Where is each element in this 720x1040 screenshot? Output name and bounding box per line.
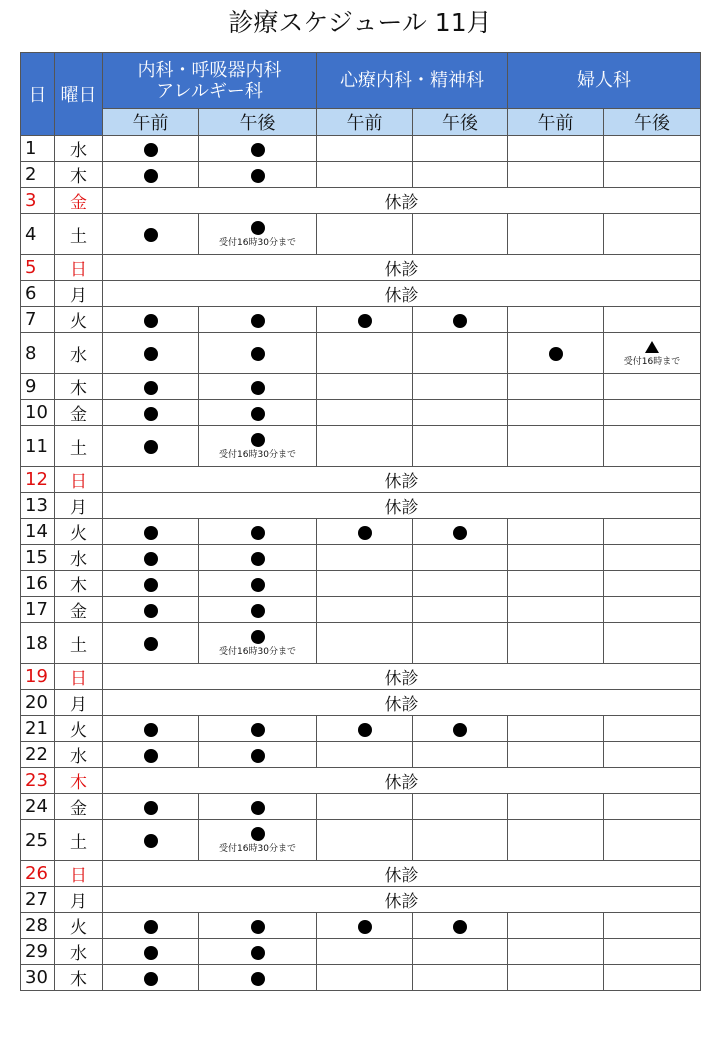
slot-cell bbox=[508, 597, 604, 623]
open-icon bbox=[144, 946, 158, 960]
weekday: 金 bbox=[55, 188, 103, 214]
slot-cell bbox=[604, 939, 701, 965]
slot-cell bbox=[317, 400, 413, 426]
open-icon bbox=[144, 749, 158, 763]
slot-cell bbox=[604, 820, 701, 861]
open-icon bbox=[453, 920, 467, 934]
open-icon bbox=[251, 552, 265, 566]
weekday: 金 bbox=[55, 597, 103, 623]
day-number: 8 bbox=[21, 333, 55, 374]
weekday: 水 bbox=[55, 939, 103, 965]
slot-cell bbox=[508, 623, 604, 664]
weekday: 月 bbox=[55, 690, 103, 716]
open-icon bbox=[144, 143, 158, 157]
slot-cell bbox=[604, 623, 701, 664]
open-icon bbox=[144, 604, 158, 618]
slot-cell bbox=[508, 519, 604, 545]
slot-cell bbox=[199, 597, 317, 623]
day-number: 15 bbox=[21, 545, 55, 571]
open-icon bbox=[251, 578, 265, 592]
slot-cell bbox=[103, 716, 199, 742]
slot-cell bbox=[604, 716, 701, 742]
weekday: 水 bbox=[55, 545, 103, 571]
slot-cell bbox=[508, 571, 604, 597]
day-number: 1 bbox=[21, 136, 55, 162]
open-icon bbox=[144, 169, 158, 183]
reception-note: 受付16時30分まで bbox=[219, 449, 296, 460]
day-number: 21 bbox=[21, 716, 55, 742]
weekday: 水 bbox=[55, 742, 103, 768]
open-icon bbox=[251, 801, 265, 815]
open-icon bbox=[144, 578, 158, 592]
day-number: 30 bbox=[21, 965, 55, 991]
table-row bbox=[21, 162, 701, 188]
day-number: 29 bbox=[21, 939, 55, 965]
slot-cell bbox=[103, 545, 199, 571]
table-row bbox=[21, 493, 701, 519]
table-row bbox=[21, 519, 701, 545]
slot-cell bbox=[604, 545, 701, 571]
slot-cell bbox=[604, 374, 701, 400]
slot-cell bbox=[413, 307, 508, 333]
slot-cell bbox=[317, 519, 413, 545]
closed-label: 休診 bbox=[103, 255, 701, 281]
table-row bbox=[21, 887, 701, 913]
slot-cell bbox=[317, 820, 413, 861]
table-row bbox=[21, 861, 701, 887]
open-icon bbox=[144, 440, 158, 454]
open-icon bbox=[251, 407, 265, 421]
open-icon bbox=[358, 920, 372, 934]
slot-cell bbox=[103, 742, 199, 768]
slot-cell bbox=[199, 426, 317, 467]
slot-cell bbox=[199, 214, 317, 255]
slot-cell bbox=[317, 597, 413, 623]
open-icon bbox=[453, 526, 467, 540]
reception-note: 受付16時30分まで bbox=[219, 843, 296, 854]
slot-cell bbox=[317, 214, 413, 255]
slot-cell bbox=[103, 374, 199, 400]
open-icon bbox=[144, 314, 158, 328]
slot-cell bbox=[604, 913, 701, 939]
slot-cell bbox=[604, 597, 701, 623]
table-row bbox=[21, 281, 701, 307]
header-dept-internal-line1: 内科・呼吸器内科 bbox=[137, 59, 282, 81]
slot-cell bbox=[317, 333, 413, 374]
weekday: 日 bbox=[55, 255, 103, 281]
slot-cell bbox=[508, 545, 604, 571]
slot-cell bbox=[103, 307, 199, 333]
slot-cell bbox=[508, 939, 604, 965]
closed-label: 休診 bbox=[103, 861, 701, 887]
header-slot-pm: 午後 bbox=[604, 109, 701, 136]
weekday: 木 bbox=[55, 965, 103, 991]
open-icon bbox=[358, 723, 372, 737]
open-icon bbox=[251, 749, 265, 763]
weekday: 火 bbox=[55, 913, 103, 939]
slot-cell bbox=[103, 939, 199, 965]
day-number: 13 bbox=[21, 493, 55, 519]
weekday: 火 bbox=[55, 519, 103, 545]
slot-cell bbox=[508, 716, 604, 742]
table-row bbox=[21, 742, 701, 768]
slot-cell bbox=[317, 307, 413, 333]
table-row bbox=[21, 255, 701, 281]
slot-cell bbox=[604, 214, 701, 255]
slot-cell bbox=[508, 136, 604, 162]
open-icon bbox=[251, 920, 265, 934]
slot-cell bbox=[103, 162, 199, 188]
slot-cell bbox=[413, 716, 508, 742]
slot-cell bbox=[103, 820, 199, 861]
weekday: 火 bbox=[55, 716, 103, 742]
closed-label: 休診 bbox=[103, 664, 701, 690]
open-icon bbox=[144, 347, 158, 361]
slot-cell bbox=[508, 333, 604, 374]
slot-cell bbox=[103, 623, 199, 664]
reception-note: 受付16時30分まで bbox=[219, 237, 296, 248]
day-number: 4 bbox=[21, 214, 55, 255]
table-row bbox=[21, 690, 701, 716]
slot-cell bbox=[413, 939, 508, 965]
header-dept-internal bbox=[103, 53, 317, 109]
slot-cell bbox=[604, 136, 701, 162]
schedule-body bbox=[21, 136, 701, 991]
table-row bbox=[21, 136, 701, 162]
slot-cell bbox=[508, 426, 604, 467]
open-icon bbox=[251, 972, 265, 986]
slot-cell bbox=[508, 214, 604, 255]
table-row bbox=[21, 571, 701, 597]
slot-cell bbox=[413, 214, 508, 255]
weekday: 日 bbox=[55, 467, 103, 493]
table-row bbox=[21, 939, 701, 965]
slot-cell bbox=[199, 939, 317, 965]
header-slot-am: 午前 bbox=[317, 109, 413, 136]
day-number: 2 bbox=[21, 162, 55, 188]
slot-cell bbox=[199, 820, 317, 861]
slot-cell bbox=[413, 162, 508, 188]
slot-cell bbox=[413, 571, 508, 597]
open-icon bbox=[251, 169, 265, 183]
header-slot-pm: 午後 bbox=[413, 109, 508, 136]
header-slot-am: 午前 bbox=[103, 109, 199, 136]
weekday: 月 bbox=[55, 493, 103, 519]
slot-cell bbox=[103, 136, 199, 162]
weekday: 水 bbox=[55, 136, 103, 162]
day-number: 28 bbox=[21, 913, 55, 939]
slot-cell bbox=[508, 400, 604, 426]
weekday: 日 bbox=[55, 664, 103, 690]
closed-label: 休診 bbox=[103, 690, 701, 716]
closed-label: 休診 bbox=[103, 493, 701, 519]
slot-cell bbox=[317, 965, 413, 991]
day-number: 14 bbox=[21, 519, 55, 545]
weekday: 月 bbox=[55, 887, 103, 913]
day-number: 7 bbox=[21, 307, 55, 333]
slot-cell bbox=[317, 571, 413, 597]
slot-cell bbox=[317, 545, 413, 571]
day-number: 3 bbox=[21, 188, 55, 214]
table-row bbox=[21, 913, 701, 939]
table-row bbox=[21, 374, 701, 400]
slot-cell bbox=[413, 742, 508, 768]
slot-cell bbox=[508, 820, 604, 861]
slot-cell bbox=[604, 162, 701, 188]
slot-cell bbox=[199, 545, 317, 571]
open-icon bbox=[251, 381, 265, 395]
weekday: 日 bbox=[55, 861, 103, 887]
slot-cell bbox=[604, 794, 701, 820]
open-icon bbox=[144, 834, 158, 848]
open-icon bbox=[144, 801, 158, 815]
table-row bbox=[21, 664, 701, 690]
slot-cell bbox=[413, 426, 508, 467]
table-row bbox=[21, 400, 701, 426]
open-icon bbox=[144, 723, 158, 737]
closed-label: 休診 bbox=[103, 768, 701, 794]
slot-cell bbox=[103, 794, 199, 820]
day-number: 26 bbox=[21, 861, 55, 887]
slot-cell bbox=[508, 965, 604, 991]
weekday: 土 bbox=[55, 426, 103, 467]
weekday: 木 bbox=[55, 374, 103, 400]
open-icon bbox=[251, 433, 265, 447]
day-number: 25 bbox=[21, 820, 55, 861]
open-icon bbox=[549, 347, 563, 361]
slot-cell bbox=[317, 623, 413, 664]
slot-cell bbox=[413, 333, 508, 374]
slot-cell bbox=[413, 820, 508, 861]
table-row bbox=[21, 623, 701, 664]
open-icon bbox=[144, 920, 158, 934]
slot-cell bbox=[103, 965, 199, 991]
slot-cell bbox=[508, 913, 604, 939]
slot-cell bbox=[317, 913, 413, 939]
slot-cell bbox=[413, 519, 508, 545]
slot-cell bbox=[103, 571, 199, 597]
day-number: 12 bbox=[21, 467, 55, 493]
slot-cell bbox=[508, 162, 604, 188]
slot-cell bbox=[317, 426, 413, 467]
open-icon bbox=[251, 347, 265, 361]
open-icon bbox=[144, 526, 158, 540]
weekday: 火 bbox=[55, 307, 103, 333]
open-icon bbox=[144, 637, 158, 651]
weekday: 土 bbox=[55, 214, 103, 255]
header-day: 日 bbox=[21, 53, 55, 136]
table-row bbox=[21, 597, 701, 623]
day-number: 27 bbox=[21, 887, 55, 913]
slot-cell bbox=[103, 400, 199, 426]
header-slot-pm: 午後 bbox=[199, 109, 317, 136]
open-icon bbox=[251, 314, 265, 328]
day-number: 10 bbox=[21, 400, 55, 426]
slot-cell bbox=[317, 162, 413, 188]
weekday: 金 bbox=[55, 794, 103, 820]
slot-cell bbox=[199, 333, 317, 374]
slot-cell bbox=[199, 913, 317, 939]
slot-cell bbox=[103, 426, 199, 467]
weekday: 土 bbox=[55, 623, 103, 664]
slot-cell bbox=[199, 162, 317, 188]
table-row bbox=[21, 188, 701, 214]
open-icon bbox=[251, 630, 265, 644]
day-number: 22 bbox=[21, 742, 55, 768]
slot-cell bbox=[508, 374, 604, 400]
table-row bbox=[21, 820, 701, 861]
open-icon bbox=[453, 723, 467, 737]
header-weekday: 曜日 bbox=[55, 53, 103, 136]
weekday: 木 bbox=[55, 768, 103, 794]
day-number: 6 bbox=[21, 281, 55, 307]
open-icon bbox=[144, 228, 158, 242]
slot-cell bbox=[317, 939, 413, 965]
open-icon bbox=[144, 552, 158, 566]
slot-cell bbox=[317, 374, 413, 400]
open-icon bbox=[251, 946, 265, 960]
open-icon bbox=[251, 604, 265, 618]
slot-cell bbox=[199, 519, 317, 545]
reception-note: 受付16時30分まで bbox=[219, 646, 296, 657]
slot-cell bbox=[604, 742, 701, 768]
open-icon bbox=[251, 143, 265, 157]
slot-cell bbox=[199, 742, 317, 768]
slot-cell bbox=[199, 374, 317, 400]
weekday: 木 bbox=[55, 162, 103, 188]
slot-cell bbox=[199, 623, 317, 664]
slot-cell bbox=[199, 794, 317, 820]
table-row bbox=[21, 768, 701, 794]
slot-cell bbox=[413, 794, 508, 820]
closed-label: 休診 bbox=[103, 188, 701, 214]
header-dept-psych: 心療内科・精神科 bbox=[317, 53, 508, 109]
open-icon bbox=[144, 972, 158, 986]
slot-cell bbox=[604, 519, 701, 545]
day-number: 9 bbox=[21, 374, 55, 400]
slot-cell bbox=[413, 623, 508, 664]
slot-cell bbox=[199, 571, 317, 597]
slot-cell bbox=[103, 519, 199, 545]
slot-cell bbox=[413, 400, 508, 426]
slot-cell bbox=[604, 333, 701, 374]
slot-cell bbox=[413, 374, 508, 400]
slot-cell bbox=[199, 965, 317, 991]
slot-cell bbox=[317, 136, 413, 162]
slot-cell bbox=[103, 214, 199, 255]
open-icon bbox=[251, 526, 265, 540]
slot-cell bbox=[413, 136, 508, 162]
open-icon bbox=[251, 723, 265, 737]
header-dept-internal-line2: アレルギー科 bbox=[156, 80, 263, 102]
closed-label: 休診 bbox=[103, 467, 701, 493]
table-row bbox=[21, 426, 701, 467]
slot-cell bbox=[413, 597, 508, 623]
page-title: 診療スケジュール 11月 bbox=[228, 8, 492, 37]
slot-cell bbox=[199, 307, 317, 333]
open-icon bbox=[144, 407, 158, 421]
table-row bbox=[21, 214, 701, 255]
table-row bbox=[21, 965, 701, 991]
slot-cell bbox=[604, 571, 701, 597]
schedule-table bbox=[20, 52, 701, 991]
closed-label: 休診 bbox=[103, 281, 701, 307]
day-number: 5 bbox=[21, 255, 55, 281]
weekday: 土 bbox=[55, 820, 103, 861]
header-slot-am: 午前 bbox=[508, 109, 604, 136]
table-row bbox=[21, 716, 701, 742]
table-row bbox=[21, 333, 701, 374]
slot-cell bbox=[103, 333, 199, 374]
table-row bbox=[21, 307, 701, 333]
slot-cell bbox=[413, 913, 508, 939]
limited-icon bbox=[645, 341, 659, 353]
weekday: 月 bbox=[55, 281, 103, 307]
slot-cell bbox=[317, 742, 413, 768]
open-icon bbox=[453, 314, 467, 328]
open-icon bbox=[358, 526, 372, 540]
slot-cell bbox=[604, 965, 701, 991]
slot-cell bbox=[413, 965, 508, 991]
open-icon bbox=[251, 827, 265, 841]
table-row bbox=[21, 545, 701, 571]
header-dept-gyn: 婦人科 bbox=[508, 53, 701, 109]
day-number: 11 bbox=[21, 426, 55, 467]
slot-cell bbox=[508, 307, 604, 333]
day-number: 17 bbox=[21, 597, 55, 623]
open-icon bbox=[144, 381, 158, 395]
slot-cell bbox=[604, 400, 701, 426]
slot-cell bbox=[199, 716, 317, 742]
weekday: 水 bbox=[55, 333, 103, 374]
weekday: 金 bbox=[55, 400, 103, 426]
day-number: 16 bbox=[21, 571, 55, 597]
day-number: 23 bbox=[21, 768, 55, 794]
slot-cell bbox=[103, 597, 199, 623]
slot-cell bbox=[317, 794, 413, 820]
weekday: 木 bbox=[55, 571, 103, 597]
table-row bbox=[21, 467, 701, 493]
open-icon bbox=[358, 314, 372, 328]
slot-cell bbox=[199, 136, 317, 162]
slot-cell bbox=[103, 913, 199, 939]
slot-cell bbox=[199, 400, 317, 426]
day-number: 24 bbox=[21, 794, 55, 820]
day-number: 20 bbox=[21, 690, 55, 716]
day-number: 18 bbox=[21, 623, 55, 664]
slot-cell bbox=[413, 545, 508, 571]
reception-note: 受付16時まで bbox=[623, 356, 681, 367]
closed-label: 休診 bbox=[103, 887, 701, 913]
slot-cell bbox=[604, 426, 701, 467]
slot-cell bbox=[604, 307, 701, 333]
slot-cell bbox=[317, 716, 413, 742]
day-number: 19 bbox=[21, 664, 55, 690]
open-icon bbox=[251, 221, 265, 235]
slot-cell bbox=[508, 794, 604, 820]
slot-cell bbox=[508, 742, 604, 768]
table-row bbox=[21, 794, 701, 820]
